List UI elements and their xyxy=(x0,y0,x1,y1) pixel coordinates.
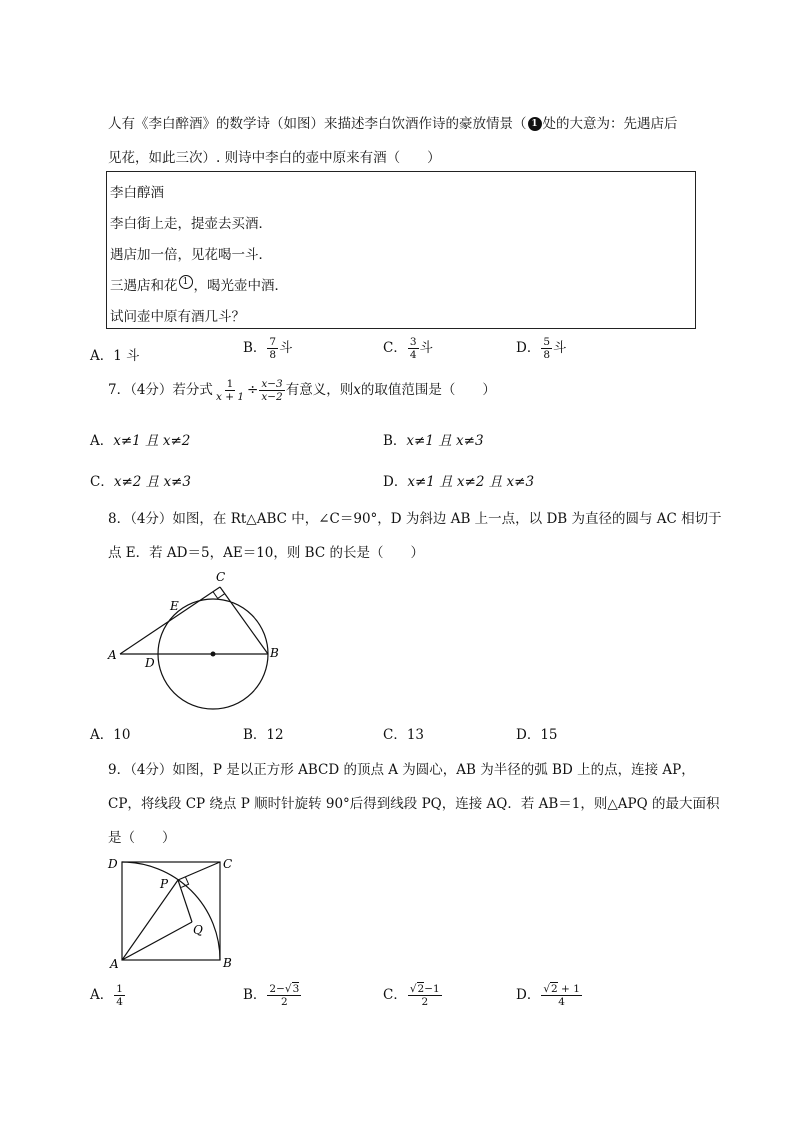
q6-option-a[interactable] xyxy=(90,344,140,364)
option-label: C． xyxy=(90,474,114,490)
poem-text: 三遇店和花 xyxy=(110,278,178,294)
fraction xyxy=(541,983,582,1008)
q9-line1: 9．（4分）如图，P 是以正方形 ABCD 的顶点 A 为圆心，AB 为半径的弧 BD 上的点，连接 AP， xyxy=(108,762,695,778)
unit: 斗 xyxy=(553,340,567,356)
fraction xyxy=(267,983,301,1008)
option-label: D． xyxy=(516,340,541,356)
option-label: B． xyxy=(243,727,267,743)
numerator: 2−√3 xyxy=(269,983,300,995)
q7-option-a[interactable] xyxy=(90,429,190,449)
q6-text: 人有《李白醉酒》的数学诗（如图）来描述李白饮酒作诗的豪放情景（ xyxy=(108,116,527,132)
option-label: D． xyxy=(516,987,541,1003)
fraction xyxy=(408,983,442,1008)
q8-line1: 8．（4分）如图，在 Rt△ABC 中，∠C＝90°，D 为斜边 AB 上一点，以 DB 为直径的圆与 AC 相切于 xyxy=(108,511,722,527)
label-e: E xyxy=(170,599,179,613)
option-label: B． xyxy=(383,433,407,449)
q9-option-b[interactable] xyxy=(243,983,302,1008)
denominator: x−2 xyxy=(261,391,283,403)
radicand: 2 xyxy=(551,983,558,995)
numerator: √2−1 xyxy=(409,983,440,995)
numerator-part: 2− xyxy=(269,983,285,995)
segment-pc xyxy=(178,862,220,880)
numerator-part: + 1 xyxy=(557,983,580,995)
label-b: B xyxy=(270,646,279,660)
option-text: 10 xyxy=(113,727,131,743)
poem-line-1: 李白街上走，提壶去买酒． xyxy=(110,216,272,232)
numerator: 1 xyxy=(226,378,234,390)
numerator: 5 xyxy=(543,336,551,348)
q8-line2: 点 E．若 AD＝5，AE＝10，则 BC 的长是（ ） xyxy=(108,545,424,561)
radicand: 2 xyxy=(417,983,425,995)
poem-text: ，喝光壶中酒． xyxy=(193,278,288,294)
denominator: 2 xyxy=(421,996,429,1008)
q7-option-c[interactable] xyxy=(90,470,191,490)
option-text: x≠1 且 x≠2 且 x≠3 xyxy=(407,474,535,490)
q7-option-b[interactable] xyxy=(383,429,484,449)
denominator: 4 xyxy=(558,996,565,1008)
operator: ÷ xyxy=(247,382,259,398)
label-d: D xyxy=(108,857,118,871)
q7-text: 的取值范围是（ ） xyxy=(360,382,496,398)
label-q: Q xyxy=(193,923,203,937)
option-text: x≠2 且 x≠3 xyxy=(113,474,191,490)
denominator: 8 xyxy=(269,349,277,361)
option-label: A． xyxy=(90,727,114,743)
q7-stem xyxy=(108,378,496,403)
fraction xyxy=(114,983,125,1008)
poem-line-2: 遇店加一倍，见花喝一斗． xyxy=(110,247,272,263)
q6-line1 xyxy=(108,112,678,132)
option-text: x≠1 且 x≠3 xyxy=(406,433,484,449)
circled-number-marker: 1 xyxy=(528,117,542,131)
q9-option-c[interactable] xyxy=(383,983,443,1008)
poem-line-3 xyxy=(110,274,288,294)
label-c: C xyxy=(216,570,226,584)
q9-option-d[interactable] xyxy=(516,983,583,1008)
center-point xyxy=(211,652,216,657)
radicand: 3 xyxy=(292,983,300,995)
poem-title: 李白醇酒 xyxy=(110,185,164,201)
numerator: x−3 xyxy=(261,378,283,390)
segment-ap xyxy=(122,880,178,960)
fraction xyxy=(267,336,278,361)
segment-cb xyxy=(220,587,268,654)
numerator: 3 xyxy=(409,336,417,348)
option-text: 1 斗 xyxy=(113,348,140,364)
option-label: C． xyxy=(383,340,407,356)
fraction xyxy=(259,378,284,403)
square-abcd xyxy=(122,862,220,960)
option-text: 13 xyxy=(406,727,425,743)
segment-aq xyxy=(122,922,192,960)
numerator: √2 + 1 xyxy=(543,983,580,995)
label-d: D xyxy=(145,656,155,670)
option-label: C． xyxy=(383,987,407,1003)
option-label: C． xyxy=(383,727,407,743)
label-b: B xyxy=(223,956,232,970)
q9-line2: CP，将线段 CP 绕点 P 顺时针旋转 90°后得到线段 PQ，连接 AQ．若 AB＝1，则△APQ 的最大面积 xyxy=(108,796,720,812)
q6-option-c[interactable] xyxy=(383,336,433,361)
option-label: A． xyxy=(90,348,114,364)
option-label: D． xyxy=(383,474,408,490)
option-text: 12 xyxy=(266,727,284,743)
q6-option-d[interactable] xyxy=(516,336,567,361)
q8-option-b[interactable] xyxy=(243,723,284,743)
option-text: 15 xyxy=(540,727,558,743)
q7-option-d[interactable] xyxy=(383,470,534,490)
arc-bd xyxy=(122,862,220,960)
q8-option-c[interactable] xyxy=(383,723,424,743)
option-label: B． xyxy=(243,987,267,1003)
poem-line-4: 试问壶中原有酒几斗？ xyxy=(110,309,245,325)
q7-text: 7．（4分）若分式 xyxy=(108,382,213,398)
q6-text: 处的大意为：先遇店后 xyxy=(542,116,678,132)
denominator: 8 xyxy=(543,349,551,361)
option-label: A． xyxy=(90,987,114,1003)
unit: 斗 xyxy=(279,340,293,356)
denominator: 2 xyxy=(281,996,288,1008)
label-a: A xyxy=(110,957,119,971)
circled-number-marker: 1 xyxy=(179,275,193,289)
label-a: A xyxy=(108,648,117,662)
fraction xyxy=(541,336,552,361)
label-p: P xyxy=(160,877,169,891)
q6-line2: 见花，如此三次）. 则诗中李白的壶中原来有酒（ ） xyxy=(108,150,441,166)
numerator-part: −1 xyxy=(424,983,440,995)
numerator: 1 xyxy=(116,983,123,995)
unit: 斗 xyxy=(419,340,434,356)
q8-option-d[interactable] xyxy=(516,723,558,743)
poem-box xyxy=(106,171,696,329)
fraction xyxy=(214,378,246,403)
segment-ac xyxy=(120,587,220,654)
q7-text: 有意义，则 xyxy=(285,382,354,398)
denominator: 4 xyxy=(409,349,417,361)
option-text: x≠1 且 x≠2 xyxy=(113,433,191,449)
option-label: D． xyxy=(516,727,541,743)
q9-line3: 是（ ） xyxy=(108,830,176,846)
q6-option-b[interactable] xyxy=(243,336,293,361)
variable: x xyxy=(353,382,361,398)
label-c: C xyxy=(223,857,233,871)
option-label: A． xyxy=(90,433,114,449)
q8-option-a[interactable] xyxy=(90,723,130,743)
right-angle-marker xyxy=(213,592,225,599)
q9-option-a[interactable] xyxy=(90,983,126,1008)
denominator: 4 xyxy=(116,996,123,1008)
numerator: 7 xyxy=(269,336,277,348)
fraction xyxy=(408,336,419,361)
q8-figure xyxy=(100,565,290,715)
denominator: x + 1 xyxy=(215,391,245,403)
option-label: B． xyxy=(243,340,267,356)
q9-figure xyxy=(100,850,250,975)
